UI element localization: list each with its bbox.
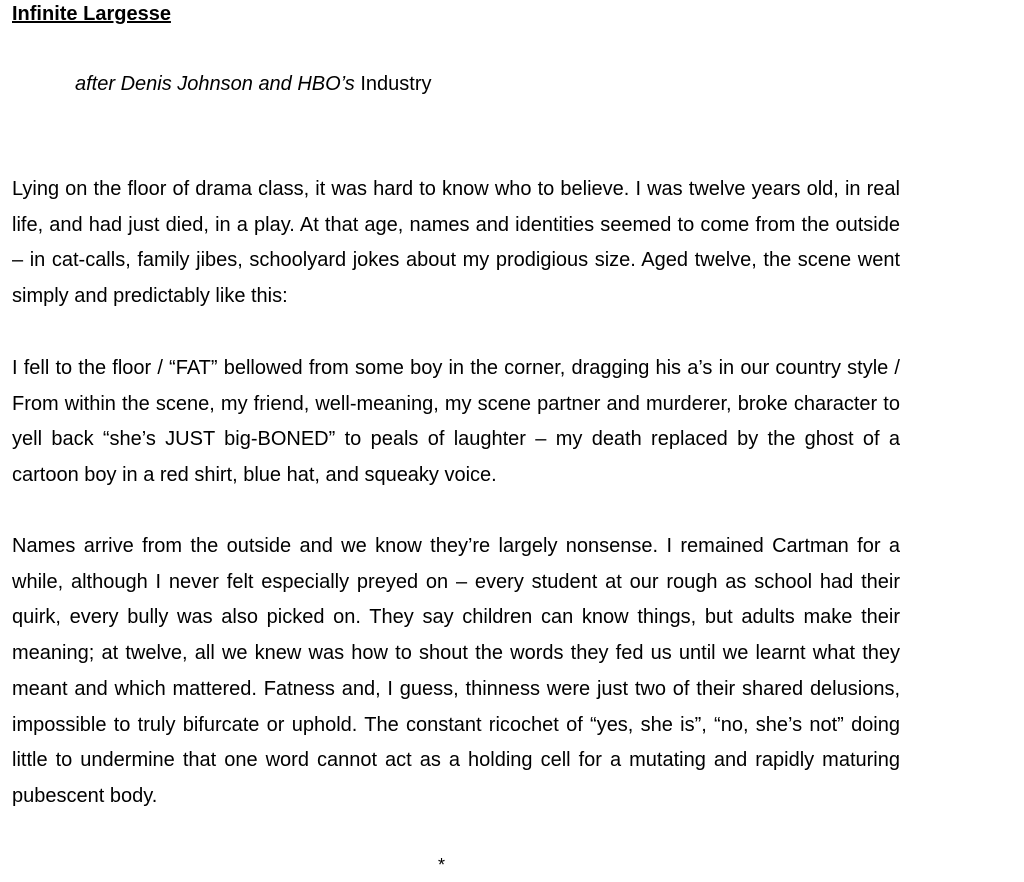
paragraph: I fell to the floor / “FAT” bellowed from some boy in the corner, dragging his a’s in our country style / From within the scene, my friend, well-meaning, my scene partner and murderer, broke character to yell back “she’s JUST big-BONED” to peals of laughter – my death replaced by the ghost of a cartoon boy in a red shirt, blue hat, and squeaky voice.: [12, 357, 900, 487]
epigraph: [75, 72, 432, 96]
section-break: *: [438, 855, 446, 875]
paragraph: Names arrive from the outside and we know they’re largely nonsense. I remained Cartman for a while, although I never felt especially preyed on – every student at our rough as school had their quirk, every bully was also picked on. They say children can know things, but adults make their meaning; at twelve, all we knew was how to shout the words they fed us until we learnt what they meant and which mattered. Fatness and, I guess, thinness were just two of their shared delusions, impossible to truly bifurcate or uphold. The constant ricochet of “yes, she is”, “no, she’s not” doing little to undermine that one word cannot act as a holding cell for a mutating and rapidly maturing pubescent body.: [12, 535, 900, 807]
epigraph-plain: Industry: [360, 73, 432, 95]
paragraph: Lying on the floor of drama class, it was hard to know who to believe. I was twelve years old, in real life, and had just died, in a play. At that age, names and identities seemed to come from the outside – in cat-calls, family jibes, schoolyard jokes about my prodigious size. Aged twelve, the scene went simply and predictably like this:: [12, 178, 900, 308]
document-title: Infinite Largesse: [12, 3, 171, 25]
epigraph-italic: after Denis Johnson and HBO’s: [75, 73, 355, 95]
